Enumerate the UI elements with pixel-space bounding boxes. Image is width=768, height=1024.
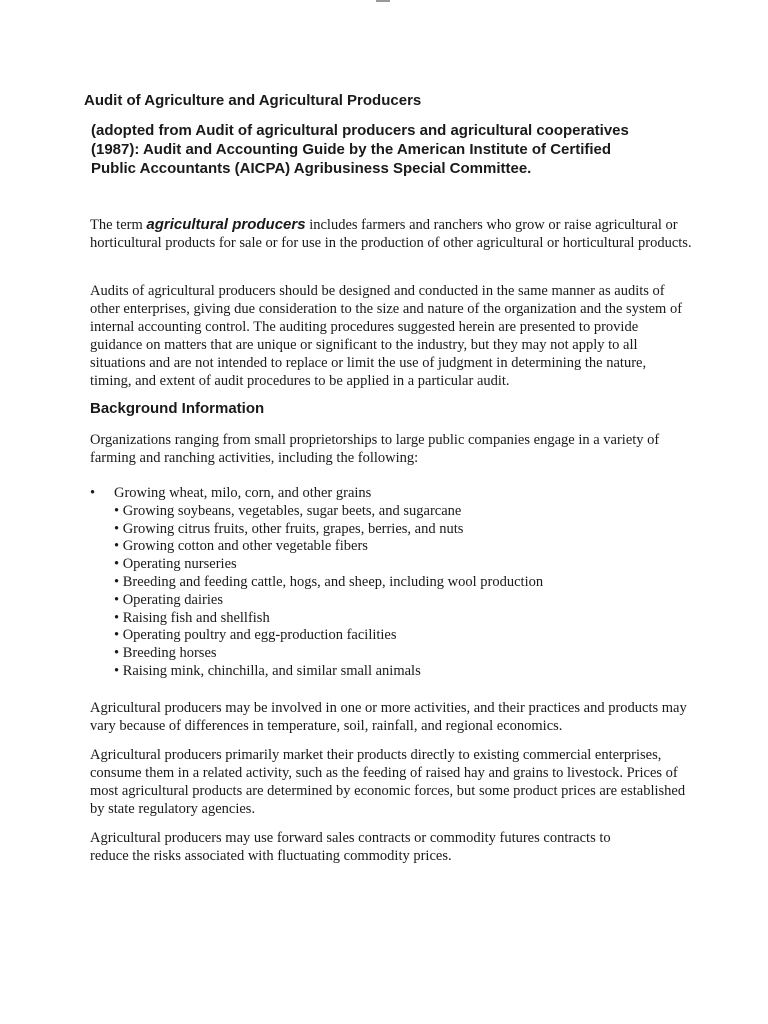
list-item-text: Growing wheat, milo, corn, and other grains <box>114 485 372 501</box>
activities-list <box>90 485 543 681</box>
document-subtitle <box>91 121 661 178</box>
organizations-paragraph: Organizations ranging from small proprietorships to large public companies engage in a variety of farming and ranching activities, including the following: <box>90 432 660 466</box>
list-item: • Breeding horses <box>114 645 217 662</box>
list-item: • Growing citrus fruits, other fruits, grapes, berries, and nuts <box>114 520 464 537</box>
list-item: • Raising fish and shellfish <box>114 609 270 626</box>
page-top-mark <box>376 0 390 2</box>
list-item <box>90 485 543 503</box>
list-item: • Growing cotton and other vegetable fibers <box>114 538 368 555</box>
contracts-paragraph: Agricultural producers may use forward sales contracts or commodity futures contracts to reduce the risks associated with fluctuating commodity prices. <box>90 830 611 864</box>
section-heading-background: Background Information <box>90 400 265 417</box>
intro-suffix: includes farmers and ranchers who grow or raise agricultural or horticultural products for sale or for use in the production of other agricultural or horticultural products. <box>90 217 692 251</box>
subtitle-line: Public Accountants (AICPA) Agribusiness Special Committee. <box>91 160 532 177</box>
list-item: • Growing soybeans, vegetables, sugar beets, and sugarcane <box>114 502 462 519</box>
list-item: • Operating dairies <box>114 591 223 608</box>
list-item: • Raising mink, chinchilla, and similar small animals <box>114 662 421 679</box>
activities-paragraph: Agricultural producers may be involved in one or more activities, and their practices and products may vary because of differences in temperature, soil, rainfall, and regional economics. <box>90 700 687 734</box>
list-item: • Breeding and feeding cattle, hogs, and sheep, including wool production <box>114 573 544 590</box>
intro-prefix: The term <box>90 217 147 233</box>
audits-paragraph: Audits of agricultural producers should be designed and conducted in the same manner as audits of other enterprises, giving due consideration to the size and nature of the organization and the system of internal accounting control. The auditing procedures suggested herein are presented to provide guidance on matters that are unique or significant to the industry, but they may not apply to all situations and are not intended to replace or limit the use of judgment in determining the nature, timing, and extent of audit procedures to be applied in a particular audit. <box>90 283 683 389</box>
intro-term: agricultural producers <box>146 216 306 233</box>
list-item: • Operating nurseries <box>114 556 237 573</box>
list-item: • Operating poultry and egg-production facilities <box>114 627 397 644</box>
subtitle-line: (1987): Audit and Accounting Guide by the American Institute of Certified <box>91 141 612 158</box>
bullet-icon: • <box>90 485 96 501</box>
intro-paragraph <box>90 216 700 252</box>
market-paragraph: Agricultural producers primarily market their products directly to existing commercial enterprises, consume them in a related activity, such as the feeding of raised hay and grains to livestock. Prices of most agricultural products are determined by economic forces, but some product prices are established by state regulatory agencies. <box>90 747 686 817</box>
subtitle-line: (adopted from Audit of agricultural producers and agricultural cooperatives <box>91 122 629 139</box>
document-title: Audit of Agriculture and Agricultural Producers <box>84 92 422 109</box>
